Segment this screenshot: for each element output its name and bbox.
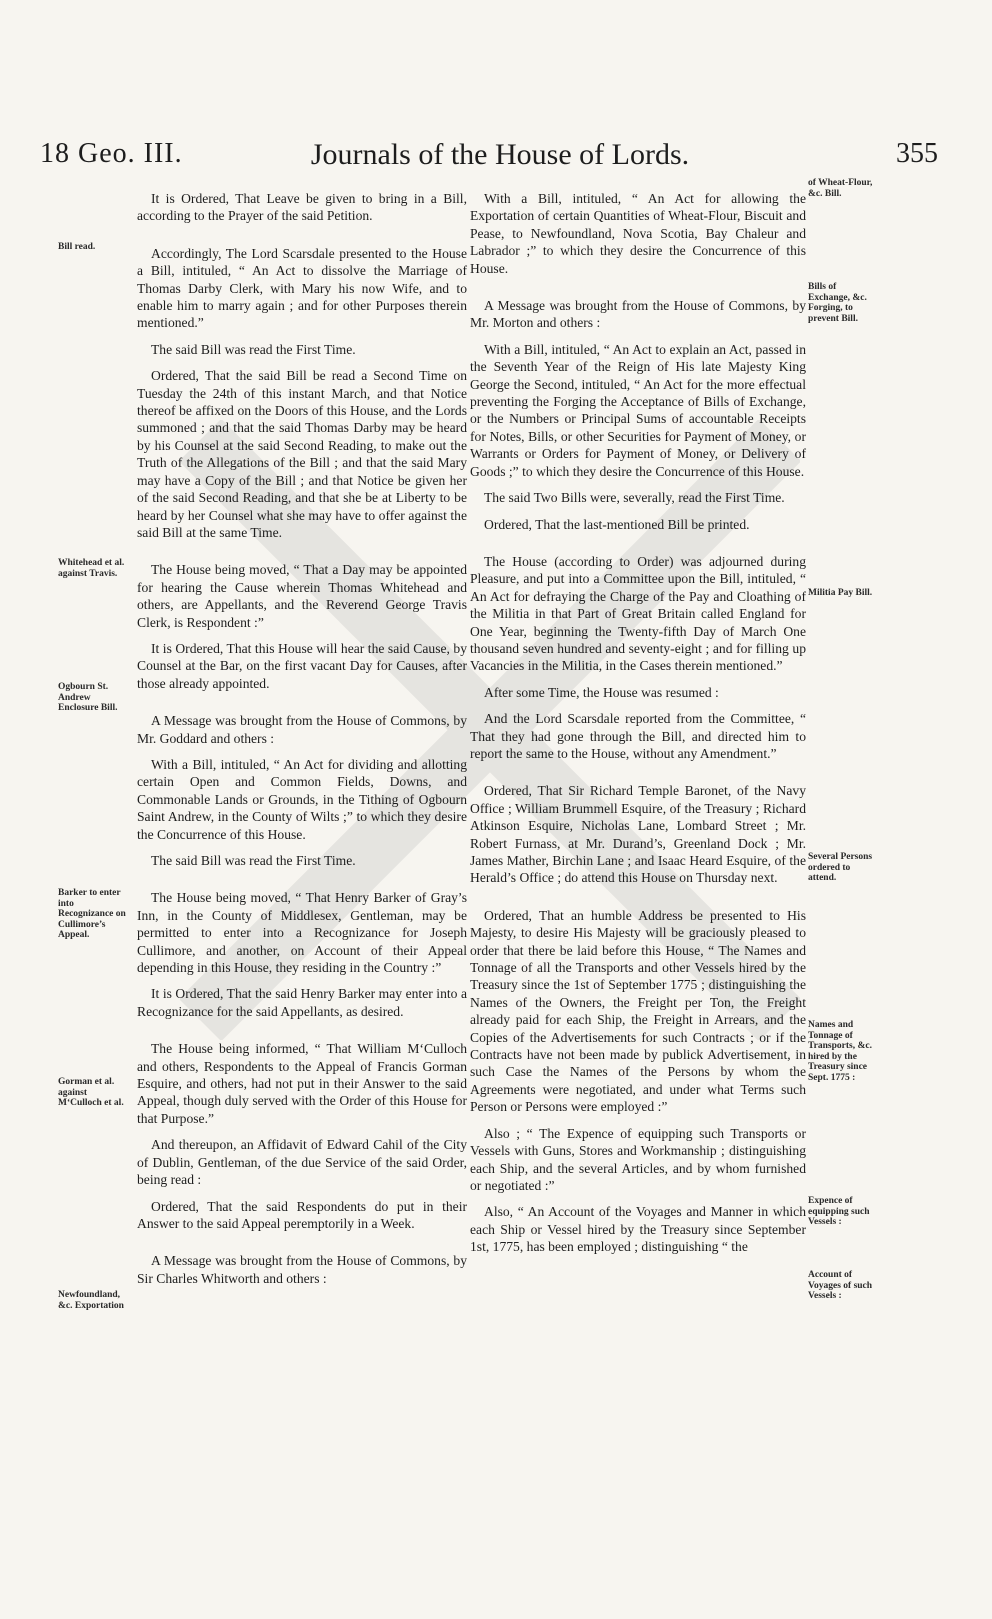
margin-note-bill-read: Bill read. (58, 242, 96, 252)
paragraph: The House being moved, “ That a Day may be appointed for hearing the Cause wherein Thomas Whitehead and others, are Appellants, and the Reverend George Travis Clerk, is Respondent :” (137, 562, 467, 630)
paragraph: It is Ordered, That the said Henry Barker may enter into a Recognizance for the said Appellants, as desired. (137, 986, 467, 1019)
margin-note-bills-of-exchange: Bills of Exchange, &c. Forging, to prevent Bill. (808, 282, 867, 324)
paragraph: With a Bill, intituled, “ An Act to explain an Act, passed in the Seventh Year of the Reign of His late Majesty King George the Second, intituled, “ An Act for the more effectual preventing the Forging the Acceptance of Bills of Exchange, or the Numbers or Principal Sums of accountable Receipts for Notes, Bills, or other Securities for Payment of Money, or Warrants or Orders for Payment of Money, or Delivery of Goods ;” to which they desire the Concurrence of this House. (470, 341, 806, 479)
paragraph: The said Bill was read the First Time. (151, 853, 356, 868)
paragraph: The House being moved, “ That Henry Barker of Gray’s Inn, in the County of Middlesex, Gentleman, may be permitted to enter into a Recognizance for Joseph Cullimore, and another, on Account of their Appeal depending in this House, they residing in the Country :” (137, 890, 467, 976)
paragraph: And the Lord Scarsdale reported from the Committee, “ That they had gone through the Bill, and directed him to report the same to the House, without any Amendment.” (470, 711, 806, 761)
paragraph: Ordered, That an humble Address be presented to His Majesty, to desire His Majesty will be graciously pleased to order that there be laid before this House, “ The Names and Tonnage of all the Transports and other Vessels hired by the Treasury since the 1st of September 1775 ; distinguishing the Names of the Owners, the Freight per Ton, the Freight already paid for each Ship, the Freight in Arrears, and the Copies of the Advertisements for such Contracts ; or if the Contracts have not been made by publick Advertisement, in such Case the Names of the Persons by whom the Agreements were negotiated, and under what Terms such Person or Persons were employed :” (470, 907, 806, 1115)
paragraph: The House being informed, “ That William M‘Culloch and others, Respondents to the Appeal of Francis Gorman Esquire, and others, had not put in their Answer to the said Appeal, though duly served with the Order of this House for that Purpose.” (137, 1041, 467, 1126)
margin-note-expence: Expence of equipping such Vessels : (808, 1196, 870, 1227)
margin-note-barker-recognizance: Barker to enter into Recognizance on Cullimore’s Appeal. (58, 888, 126, 940)
paragraph: With a Bill, intituled, “ An Act for dividing and allotting certain Open and Common Fields, Downs, and Commonable Lands or Grounds, in the Tithing of Ogbourn Saint Andrew, in the County of Wilts ;” to which they desire the Concurrence of this House. (137, 756, 467, 842)
paragraph: The said Two Bills were, severally, read the First Time. (484, 490, 785, 506)
paragraph: With a Bill, intituled, “ An Act for allowing the Exportation of certain Quantities of Wheat-Flour, Biscuit and Pease, to Newfoundland, Nova Scotia, Bay Chaleur and Labrador ;” to which they desire the Concurrence of this House. (470, 191, 806, 276)
paragraph: Also, “ An Account of the Voyages and Manner in which each Ship or Vessel hired by the Treasury since September 1st, 1775, has been employed ; distinguishing “ the (470, 1204, 806, 1255)
page-header (40, 138, 950, 182)
page-number: 355 (896, 138, 938, 169)
journal-title: Journals of the House of Lords. (310, 138, 690, 171)
paragraph: Ordered, That the said Bill be read a Second Time on Tuesday the 24th of this instant March, and that Notice thereof be affixed on the Doors of this House, and the Lords summoned ; and that the said Thomas Darby may be heard by his Counsel at the said Second Reading, to make out the Truth of the Allegations of the Bill ; and that the said Mary may have a Copy of the Bill ; and that Notice be given her of the said Second Reading, and that she be at Liberty to be heard by her Counsel what she may have to offer against the said Bill at the same Time. (137, 368, 467, 540)
regnal-year: 18 Geo. III. (40, 138, 183, 169)
paragraph: A Message was brought from the House of Commons, by Mr. Morton and others : (470, 298, 806, 331)
right-column (470, 190, 806, 1265)
margin-note-whitehead-travis: Whitehead et al. against Travis. (58, 558, 125, 579)
paragraph: And thereupon, an Affidavit of Edward Cahil of the City of Dublin, Gentleman, of the due Service of the said Order, being read : (137, 1137, 467, 1188)
paragraph: Ordered, That Sir Richard Temple Baronet, of the Navy Office ; William Brummell Esquire, of the Treasury ; Richard Atkinson Esquire, Nicholas Lane, Lombard Street ; Mr. Robert Furnass, at Mr. Durand’s, Greenland Dock ; Mr. James Mather, Birchin Lane ; and Isaac Heard Esquire, of the Herald’s Office ; do attend this House on Thursday next. (470, 783, 806, 886)
paragraph: Accordingly, The Lord Scarsdale presented to the House a Bill, intituled, “ An Act to dissolve the Marriage of Thomas Darby Clerk, with Mary his now Wife, and to enable him to marry again ; and for other Purposes therein mentioned.” (137, 245, 467, 331)
paragraph: It is Ordered, That Leave be given to bring in a Bill, according to the Prayer of the said Petition. (137, 191, 467, 224)
left-column (137, 190, 467, 1296)
margin-note-ogbourn-enclosure: Ogbourn St. Andrew Enclosure Bill. (58, 682, 118, 713)
margin-note-newfoundland: Newfoundland, &c. Exportation (58, 1290, 124, 1311)
margin-note-voyages: Account of Voyages of such Vessels : (808, 1270, 873, 1301)
margin-note-gorman-mcculloch: Gorman et al. against M‘Culloch et al. (58, 1077, 124, 1108)
paragraph: After some Time, the House was resumed : (484, 684, 719, 700)
paragraph: Also ; “ The Expence of equipping such Transports or Vessels with Guns, Stores and Workmanship ; distinguishing each Ship, and the several Articles, and by whom furnished or negotiated :” (470, 1125, 806, 1193)
margin-note-persons-attend: Several Persons ordered to attend. (808, 852, 873, 883)
margin-note-militia-pay: Militia Pay Bill. (808, 588, 873, 598)
paragraph: A Message was brought from the House of Commons, by Mr. Goddard and others : (137, 713, 467, 746)
paragraph: Ordered, That the said Respondents do put in their Answer to the said Appeal peremptorily in a Week. (137, 1198, 467, 1231)
paragraph: Ordered, That the last-mentioned Bill be printed. (484, 516, 750, 532)
margin-note-transports: Names and Tonnage of Transports, &c. hired by the Treasury since Sept. 1775 : (808, 1020, 872, 1083)
paragraph: It is Ordered, That this House will hear the said Cause, by Counsel at the Bar, on the first vacant Day for Causes, after those already appointed. (137, 640, 467, 691)
paragraph: The House (according to Order) was adjourned during Pleasure, and put into a Committee upon the Bill, intituled, “ An Act for defraying the Charge of the Pay and Cloathing of the Militia in that Part of Great Britain called England for One Year, beginning the Twenty-fifth Day of March One thousand seven hundred and seventy-eight ; and for filling up Vacancies in the Militia, in the Cases therein mentioned.” (470, 553, 806, 674)
margin-note-wheat-flour: of Wheat-Flour, &c. Bill. (808, 178, 873, 199)
paragraph: A Message was brought from the House of Commons, by Sir Charles Whitworth and others : (137, 1253, 467, 1286)
paragraph: The said Bill was read the First Time. (151, 341, 356, 357)
